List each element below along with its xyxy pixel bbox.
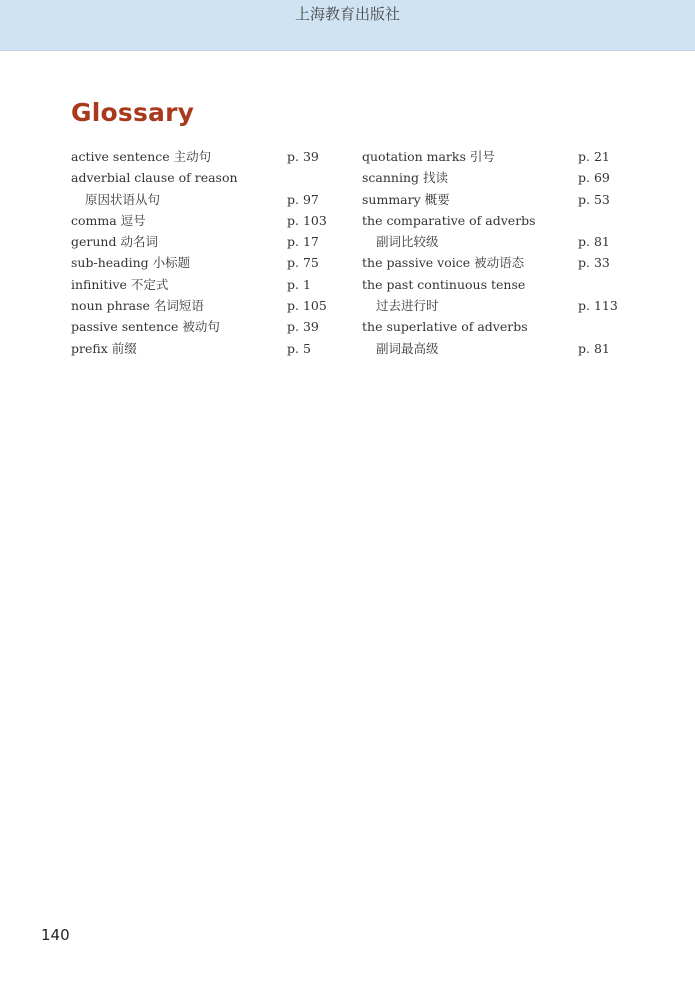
glossary-term: 副词比较级 xyxy=(376,234,439,250)
glossary-page-ref: p. 21 xyxy=(578,149,610,164)
glossary-page-ref: p. 33 xyxy=(578,255,610,271)
glossary-term: the comparative of adverbs xyxy=(362,212,536,228)
glossary-term: infinitive 不定式 xyxy=(71,276,169,292)
glossary-term: 过去进行时 xyxy=(376,298,439,314)
glossary-term: adverbial clause of reason xyxy=(71,170,238,186)
glossary-term: prefix 前缀 xyxy=(71,340,137,356)
glossary-page-ref: p. 53 xyxy=(578,191,610,207)
glossary-page-ref: p. 97 xyxy=(287,191,319,207)
glossary-term: sub-heading 小标题 xyxy=(71,255,191,271)
glossary-page-ref: p. 5 xyxy=(287,340,311,356)
glossary-page-ref: p. 69 xyxy=(578,170,610,186)
glossary-term: 原因状语从句 xyxy=(85,191,161,207)
page-number: 140 xyxy=(41,926,70,944)
glossary-term: the passive voice 被动语态 xyxy=(362,255,525,271)
publisher-name: 上海教育出版社 xyxy=(294,5,400,23)
glossary-page-ref: p. 113 xyxy=(578,298,618,314)
glossary-page-ref: p. 105 xyxy=(287,298,327,314)
header-band xyxy=(0,0,695,51)
glossary-term: noun phrase 名词短语 xyxy=(71,298,204,314)
glossary-term: gerund 动名词 xyxy=(71,234,158,250)
glossary-term: the superlative of adverbs xyxy=(362,319,528,335)
glossary-term: passive sentence 被动句 xyxy=(71,319,220,335)
glossary-page-ref: p. 81 xyxy=(578,340,610,356)
glossary-term: active sentence 主动句 xyxy=(71,149,212,164)
glossary-page-ref: p. 1 xyxy=(287,276,311,292)
glossary-page-ref: p. 103 xyxy=(287,212,327,228)
page-title: Glossary xyxy=(71,98,195,127)
glossary-page-ref: p. 39 xyxy=(287,149,319,164)
glossary-page-ref: p. 75 xyxy=(287,255,319,271)
glossary-term: 副词最高级 xyxy=(376,340,439,356)
glossary-page-ref: p. 39 xyxy=(287,319,319,335)
glossary-term: comma 逗号 xyxy=(71,212,146,228)
glossary-term: the past continuous tense xyxy=(362,276,526,292)
glossary-page-ref: p. 81 xyxy=(578,234,610,250)
glossary-term: scanning 找读 xyxy=(362,170,448,186)
glossary-page-ref: p. 17 xyxy=(287,234,319,250)
glossary-term: quotation marks 引号 xyxy=(362,149,495,164)
glossary-term: summary 概要 xyxy=(362,191,450,207)
